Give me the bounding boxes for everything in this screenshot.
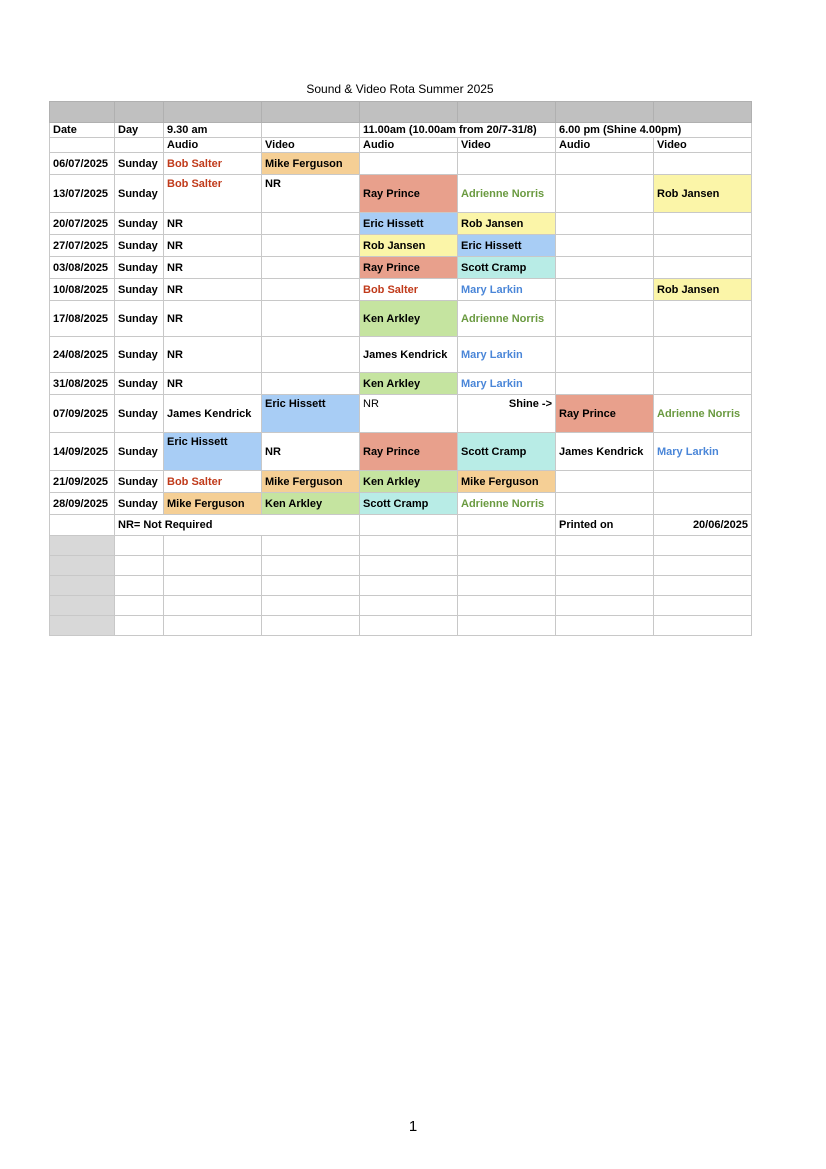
day-cell: Sunday (115, 213, 164, 235)
audio-930-cell: NR (164, 337, 262, 373)
video-1100-cell: Mary Larkin (458, 279, 556, 301)
audio-1800-cell (556, 471, 654, 493)
video-1800-cell (654, 153, 752, 175)
video-1100-cell (458, 153, 556, 175)
table-row (50, 301, 752, 337)
audio-1100-cell: Rob Jansen (360, 235, 458, 257)
table-row (50, 175, 752, 213)
video-930-cell (262, 279, 360, 301)
video-1100-cell: Rob Jansen (458, 213, 556, 235)
video-1100-cell: Adrienne Norris (458, 493, 556, 515)
audio-1100-cell: Ray Prince (360, 175, 458, 213)
video-1100-cell: Shine -> (458, 395, 556, 433)
date-cell: 07/09/2025 (50, 395, 115, 433)
table-row (50, 235, 752, 257)
table-row (50, 471, 752, 493)
video-1800-cell (654, 493, 752, 515)
day-cell: Sunday (115, 337, 164, 373)
video-1800-cell: Rob Jansen (654, 175, 752, 213)
audio-1800-cell: James Kendrick (556, 433, 654, 471)
day-cell: Sunday (115, 471, 164, 493)
header-audio: Audio (360, 138, 458, 153)
audio-1100-cell: Ray Prince (360, 433, 458, 471)
video-930-cell (262, 337, 360, 373)
printed-date: 20/06/2025 (654, 515, 752, 536)
date-cell: 03/08/2025 (50, 257, 115, 279)
blank-row (50, 616, 752, 636)
table-row (50, 433, 752, 471)
audio-930-cell: Bob Salter (164, 471, 262, 493)
date-cell: 27/07/2025 (50, 235, 115, 257)
table-row (50, 279, 752, 301)
audio-1100-cell: Scott Cramp (360, 493, 458, 515)
date-cell: 06/07/2025 (50, 153, 115, 175)
video-930-cell: Ken Arkley (262, 493, 360, 515)
date-cell: 28/09/2025 (50, 493, 115, 515)
audio-1100-cell: Ken Arkley (360, 301, 458, 337)
video-1800-cell (654, 337, 752, 373)
date-cell: 17/08/2025 (50, 301, 115, 337)
table-row (50, 493, 752, 515)
header-row-services (50, 123, 752, 138)
header-video: Video (458, 138, 556, 153)
audio-1100-cell: Ken Arkley (360, 373, 458, 395)
header-video: Video (262, 138, 360, 153)
table-row (50, 373, 752, 395)
header-date: Date (50, 123, 115, 138)
rota-table (49, 101, 752, 636)
audio-930-cell: NR (164, 235, 262, 257)
audio-1800-cell (556, 213, 654, 235)
date-cell: 13/07/2025 (50, 175, 115, 213)
table-row (50, 337, 752, 373)
table-row (50, 153, 752, 175)
printed-on-label: Printed on (556, 515, 654, 536)
blank-row (50, 596, 752, 616)
day-cell: Sunday (115, 279, 164, 301)
video-1100-cell: Mary Larkin (458, 337, 556, 373)
audio-930-cell: Bob Salter (164, 175, 262, 213)
video-1800-cell (654, 373, 752, 395)
audio-930-cell: NR (164, 279, 262, 301)
audio-1100-cell: Ken Arkley (360, 471, 458, 493)
audio-1800-cell (556, 301, 654, 337)
date-cell: 24/08/2025 (50, 337, 115, 373)
header-930: 9.30 am (164, 123, 262, 138)
page-number: 1 (408, 1118, 418, 1135)
date-cell: 20/07/2025 (50, 213, 115, 235)
blank-row (50, 556, 752, 576)
video-1100-cell: Mary Larkin (458, 373, 556, 395)
video-1100-cell: Adrienne Norris (458, 301, 556, 337)
header-audio: Audio (164, 138, 262, 153)
day-cell: Sunday (115, 175, 164, 213)
audio-1100-cell: NR (360, 395, 458, 433)
header-audio: Audio (556, 138, 654, 153)
audio-930-cell: NR (164, 213, 262, 235)
page-title: Sound & Video Rota Summer 2025 (306, 82, 494, 96)
video-1100-cell: Mike Ferguson (458, 471, 556, 493)
video-1100-cell: Scott Cramp (458, 433, 556, 471)
day-cell: Sunday (115, 235, 164, 257)
date-cell: 31/08/2025 (50, 373, 115, 395)
video-1800-cell: Mary Larkin (654, 433, 752, 471)
audio-1800-cell (556, 279, 654, 301)
audio-930-cell: NR (164, 373, 262, 395)
date-cell: 21/09/2025 (50, 471, 115, 493)
audio-1100-cell (360, 153, 458, 175)
video-1800-cell (654, 213, 752, 235)
audio-1100-cell: Bob Salter (360, 279, 458, 301)
audio-1100-cell: James Kendrick (360, 337, 458, 373)
video-930-cell: Eric Hissett (262, 395, 360, 433)
day-cell: Sunday (115, 433, 164, 471)
audio-1800-cell (556, 337, 654, 373)
video-930-cell: Mike Ferguson (262, 471, 360, 493)
video-930-cell: NR (262, 175, 360, 213)
audio-1800-cell (556, 153, 654, 175)
video-1800-cell (654, 471, 752, 493)
video-930-cell (262, 257, 360, 279)
header-row-roles (50, 138, 752, 153)
blank-row (50, 536, 752, 556)
day-cell: Sunday (115, 395, 164, 433)
table-row (50, 395, 752, 433)
day-cell: Sunday (115, 153, 164, 175)
video-930-cell (262, 235, 360, 257)
blank-row (50, 576, 752, 596)
audio-1800-cell (556, 373, 654, 395)
audio-930-cell: James Kendrick (164, 395, 262, 433)
table-row (50, 257, 752, 279)
video-1800-cell (654, 301, 752, 337)
audio-1800-cell (556, 175, 654, 213)
video-1100-cell: Scott Cramp (458, 257, 556, 279)
day-cell: Sunday (115, 493, 164, 515)
header-1800: 6.00 pm (Shine 4.00pm) (556, 123, 752, 138)
nr-note: NR= Not Required (115, 515, 360, 536)
header-bar-row (50, 102, 752, 123)
video-1800-cell (654, 257, 752, 279)
audio-1100-cell: Eric Hissett (360, 213, 458, 235)
video-930-cell (262, 301, 360, 337)
footer-row (50, 515, 752, 536)
day-cell: Sunday (115, 257, 164, 279)
video-1800-cell: Adrienne Norris (654, 395, 752, 433)
video-1800-cell (654, 235, 752, 257)
audio-930-cell: Bob Salter (164, 153, 262, 175)
audio-930-cell: Eric Hissett (164, 433, 262, 471)
audio-930-cell: NR (164, 257, 262, 279)
date-cell: 14/09/2025 (50, 433, 115, 471)
video-930-cell (262, 373, 360, 395)
audio-1800-cell (556, 257, 654, 279)
audio-1800-cell: Ray Prince (556, 395, 654, 433)
video-1800-cell: Rob Jansen (654, 279, 752, 301)
video-1100-cell: Adrienne Norris (458, 175, 556, 213)
video-930-cell: Mike Ferguson (262, 153, 360, 175)
audio-1100-cell: Ray Prince (360, 257, 458, 279)
video-930-cell: NR (262, 433, 360, 471)
header-day: Day (115, 123, 164, 138)
header-1100: 11.00am (10.00am from 20/7-31/8) (360, 123, 556, 138)
video-930-cell (262, 213, 360, 235)
day-cell: Sunday (115, 301, 164, 337)
table-row (50, 213, 752, 235)
day-cell: Sunday (115, 373, 164, 395)
video-1100-cell: Eric Hissett (458, 235, 556, 257)
audio-1800-cell (556, 493, 654, 515)
header-video: Video (654, 138, 752, 153)
audio-930-cell: Mike Ferguson (164, 493, 262, 515)
audio-1800-cell (556, 235, 654, 257)
audio-930-cell: NR (164, 301, 262, 337)
date-cell: 10/08/2025 (50, 279, 115, 301)
